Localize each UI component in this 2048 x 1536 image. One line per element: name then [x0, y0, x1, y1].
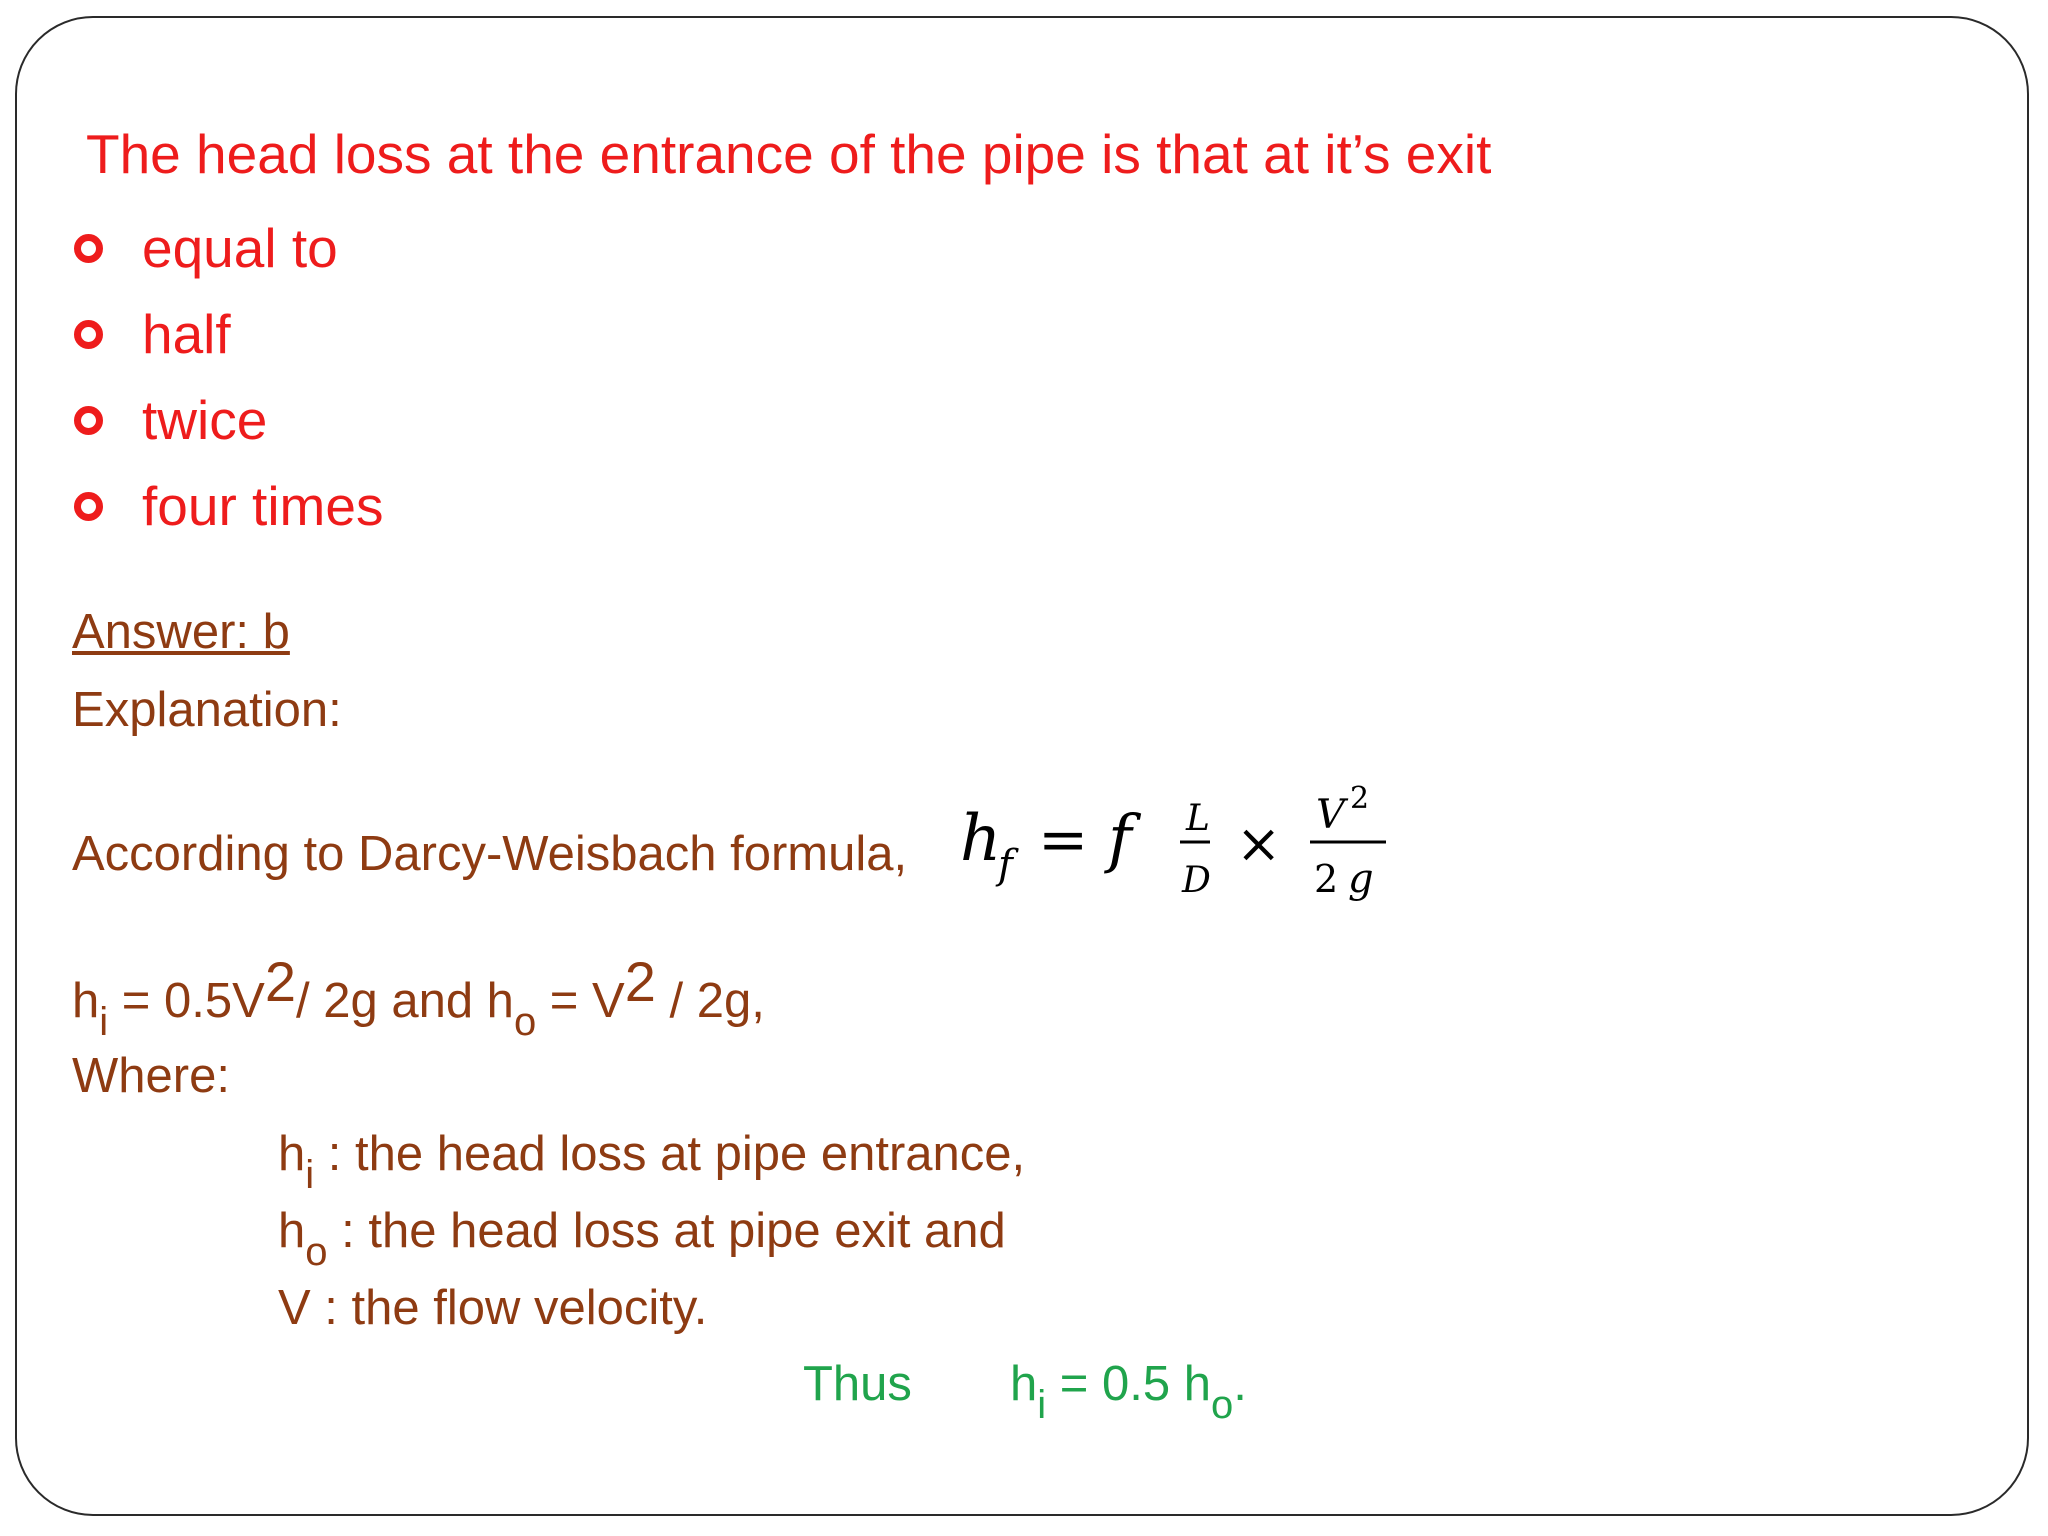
formula-two: 2 — [1314, 857, 1339, 901]
definition-ho — [278, 1203, 1006, 1274]
radio-bullet-icon — [74, 234, 103, 263]
conc-end: . — [1233, 1357, 1247, 1411]
def-text: : the head loss at pipe entrance, — [314, 1127, 1026, 1181]
conc-end-sub: o — [1210, 1383, 1234, 1427]
def-symbol: h — [278, 1127, 306, 1181]
conc-h-sub: i — [1037, 1383, 1047, 1427]
option-label: four times — [142, 475, 384, 537]
formula-V-exp: 2 — [1350, 781, 1370, 816]
option-d[interactable] — [74, 474, 383, 538]
explanation-rest: xplanation: — [104, 683, 342, 737]
def-symbol: h — [278, 1204, 306, 1258]
formula-times: × — [1236, 812, 1282, 875]
answer-label: Answer: b — [72, 605, 290, 659]
definition-hi — [278, 1126, 1026, 1197]
def-sub: o — [305, 1230, 328, 1274]
option-c[interactable] — [74, 388, 267, 452]
darcy-weisbach-intro: According to Darcy-Weisbach formula, — [72, 827, 908, 881]
option-label: equal to — [142, 217, 338, 279]
formula-h-sub: f — [998, 842, 1013, 888]
radio-bullet-icon — [74, 406, 103, 435]
formula-equals: = — [1038, 805, 1089, 875]
eq-ho-rhs: = V — [536, 974, 625, 1028]
eq-hi-rhs: = 0.5V — [108, 974, 265, 1028]
formula-h: h — [960, 802, 1002, 876]
conclusion-equation — [1010, 1356, 1247, 1427]
darcy-weisbach-formula — [958, 780, 1418, 920]
formula-f: f — [1108, 802, 1132, 876]
formula-D: D — [1182, 860, 1211, 901]
def-symbol: V — [278, 1281, 311, 1335]
where-label: Where: — [72, 1049, 230, 1103]
def-text: : the flow velocity. — [310, 1281, 708, 1335]
option-label: twice — [142, 389, 268, 451]
radio-bullet-icon — [74, 320, 103, 349]
option-a[interactable] — [74, 216, 338, 280]
eq-hi-sub: i — [99, 1000, 109, 1044]
conc-h: h — [1010, 1357, 1038, 1411]
eq-ho-tail: / 2g, — [655, 974, 765, 1028]
option-label: half — [142, 303, 231, 365]
eq-hi-tail: / 2g and h — [295, 974, 514, 1028]
formula-g: g — [1348, 856, 1374, 902]
explanation-initial: E — [72, 683, 105, 737]
question-text: The head loss at the entrance of the pipe is that at it’s exit — [86, 123, 1492, 185]
eq-hi: h — [72, 974, 100, 1028]
formula-L: L — [1186, 798, 1210, 839]
head-loss-equations — [72, 950, 765, 1044]
eq-ho-sub: o — [513, 1000, 537, 1044]
formula-V: V — [1316, 792, 1345, 838]
radio-bullet-icon — [74, 492, 103, 521]
conc-mid: = 0.5 h — [1046, 1357, 1211, 1411]
eq-ho-exp: 2 — [624, 950, 656, 1013]
def-sub: i — [305, 1153, 315, 1197]
explanation-heading — [72, 682, 342, 738]
eq-hi-exp: 2 — [264, 950, 296, 1013]
conclusion-thus: Thus — [803, 1357, 912, 1411]
definition-v — [278, 1280, 707, 1336]
def-text: : the head loss at pipe exit and — [327, 1204, 1006, 1258]
option-b[interactable] — [74, 302, 231, 366]
